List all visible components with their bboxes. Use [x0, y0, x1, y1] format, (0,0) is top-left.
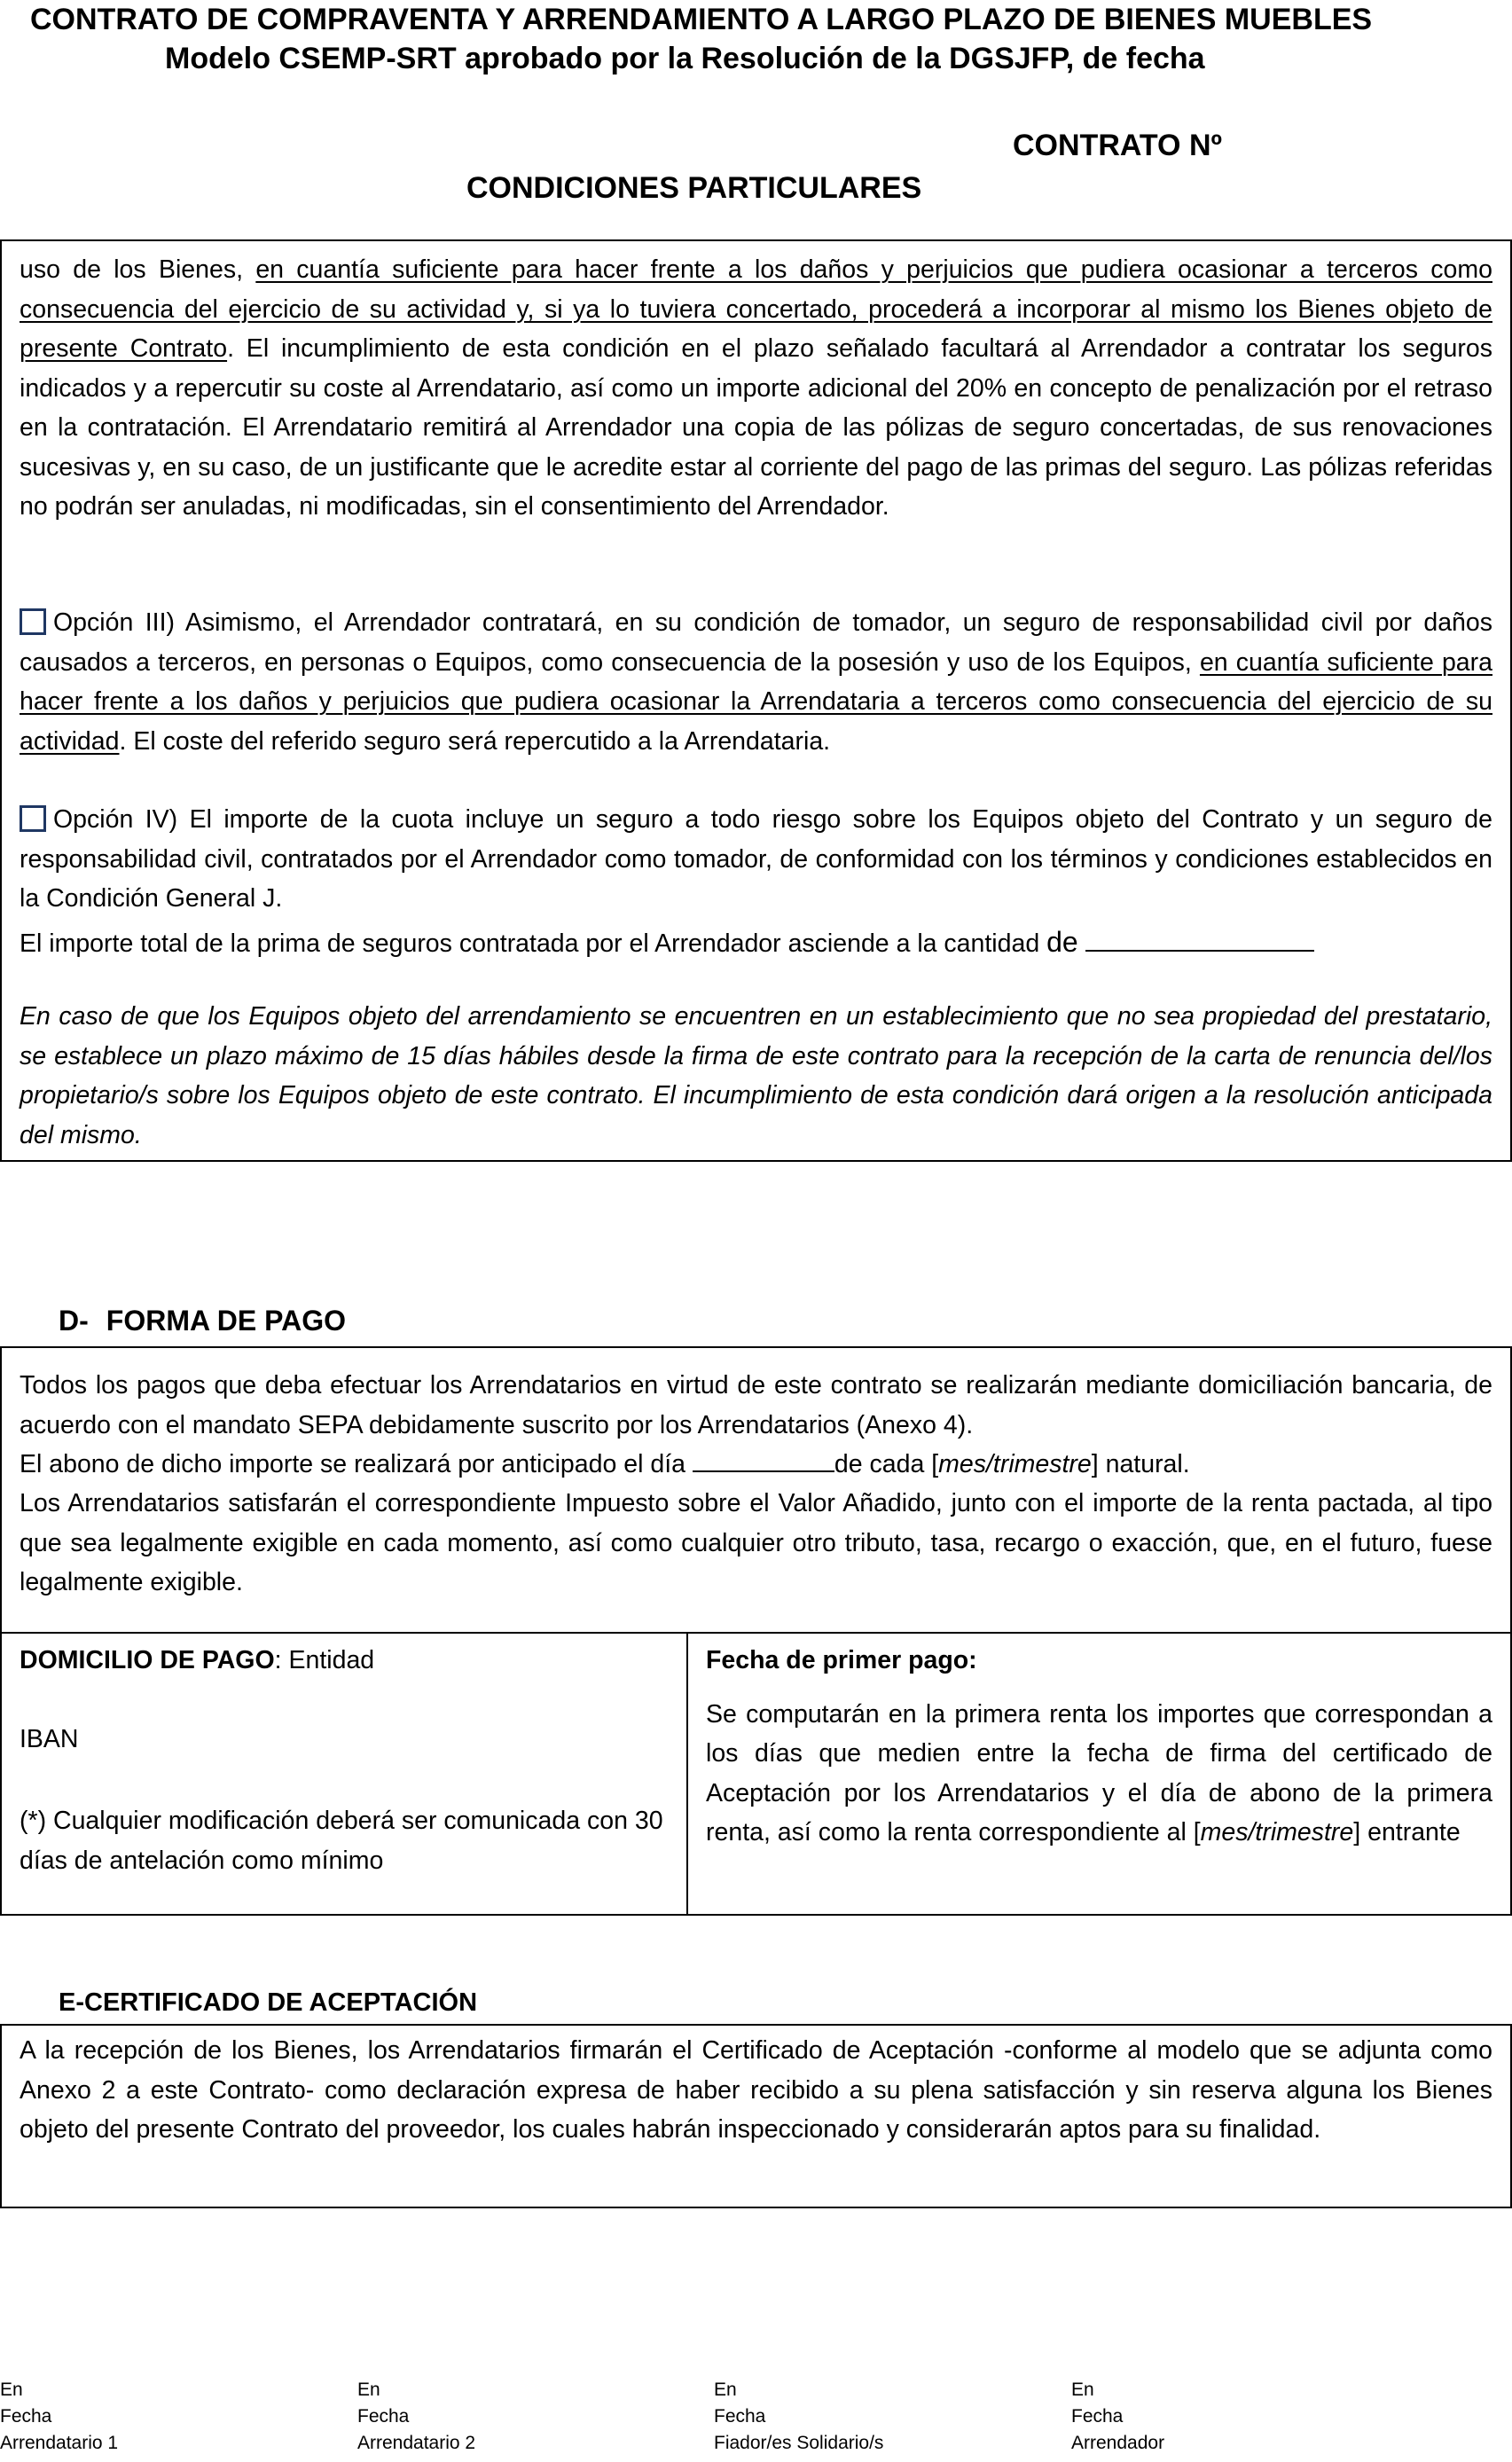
signature-party: Fiador/es Solidario/s [714, 2433, 884, 2453]
payment-heading-text: FORMA DE PAGO [106, 1305, 346, 1337]
payment-period-end: ] natural. [1091, 1450, 1190, 1478]
payment-paragraph-3: Los Arrendatarios satisfarán el correspondiente Impuesto sobre el Valor Añadido, junto con el importe de la renta pactada, al tipo que sea legalmente exigible en cada momento, así como cualquier otro tributo, tasa, recargo o exacción, que, en el futuro, fuese legalmente exigible. [20, 1489, 1492, 1596]
payment-domicile-label: DOMICILIO DE PAGO [20, 1646, 275, 1674]
insurance-total-text: El importe total de la prima de seguros contratada por el Arrendador asciende a la cantidad [20, 929, 1040, 958]
document-subtitle: Modelo CSEMP-SRT aprobado por la Resolución de la DGSJFP, de fecha [165, 42, 1205, 75]
modification-note: (*) Cualquier modificación deberá ser comunicada con 30 días de antelación como mínimo [20, 1807, 663, 1875]
insurance-text-underlined: en cuantía suficiente para hacer frente a los daños y perjuicios que pudiera ocasionar a terceros como consecuencia del ejercicio de su actividad y, si ya lo tuviera concertado, procederá a incorporar al mismo los Bienes objeto de presente Contrato [20, 255, 1492, 363]
signature-date: Fecha [1071, 2406, 1124, 2427]
payment-paragraph-1: Todos los pagos que deba efectuar los Arrendatarios en virtud de este contrato se realizarán mediante domiciliación bancaria, de acuerdo con el mandato SEPA debidamente suscrito por los Arrendatarios (Anexo 4). [20, 1371, 1492, 1439]
payment-heading-letter: D- [59, 1305, 89, 1337]
signature-block-tenant-1 [0, 2377, 118, 2457]
iban-label: IBAN [20, 1724, 79, 1753]
payment-period-placeholder: mes/trimestre [938, 1450, 1092, 1478]
certificate-text: A la recepción de los Bienes, los Arrendatarios firmarán el Certificado de Aceptación -conforme al modelo que se adjunta como Anexo 2 a este Contrato- como declaración expresa de haber recibido a su plena satisfacción y sin reserva alguna los Bienes objeto del presente Contrato del proveedor, los cuales habrán inspeccionado y considerarán aptos para su finalidad. [20, 2036, 1492, 2144]
option-iii-text-start: Opción III) Asimismo, el Arrendador contratará, en su condición de tomador, un seguro de responsabilidad civil por daños causados a terceros, en personas o Equipos, como consecuencia de la posesión y uso de los Equipos, [20, 608, 1492, 677]
insurance-text-end: . El incumplimiento de esta condición en el plazo señalado facultará al Arrendador a contratar los seguros indicados y a repercutir su coste al Arrendatario, así como un importe adicional del 20% en concepto de penalización por el retraso en la contratación. El Arrendatario remitirá al Arrendador una copia de las pólizas de seguro concertadas, de sus renovaciones sucesivas y, en su caso, de un justificante que le acredite estar al corriente del pago de las primas del seguro. Las pólizas referidas no podrán ser anuladas, ni modificadas, sin el consentimiento del Arrendador. [20, 334, 1492, 521]
signature-block-lessor [1071, 2377, 1164, 2457]
payment-details-table [0, 1632, 1512, 1916]
document-title: CONTRATO DE COMPRAVENTA Y ARRENDAMIENTO A LARGO PLAZO DE BIENES MUEBLES [30, 3, 1373, 36]
insurance-total-line [20, 922, 1492, 964]
first-payment-period: mes/trimestre [1200, 1818, 1354, 1846]
first-payment-cell [688, 1634, 1510, 1914]
payment-period-text: de cada [ [834, 1450, 939, 1478]
establishment-clause: En caso de que los Equipos objeto del arrendamiento se encuentren en un establecimiento que no sea propiedad del prestatario, se establece un plazo máximo de 15 días hábiles desde la firma de este contrato para la recepción de la carta de renuncia del/los propietario/s sobre los Equipos objeto de este contrato. El incumplimiento de esta condición dará origen a la resolución anticipada del mismo. [20, 1002, 1492, 1149]
signature-place: En [1071, 2380, 1094, 2400]
option-iii-text-underlined: en cuantía suficiente para hacer frente a los daños y perjuicios que pudiera ocasionar la Arrendataria a terceros como consecuencia del ejercicio de su actividad [20, 647, 1492, 756]
payment-day-blank[interactable] [693, 1449, 834, 1472]
particular-conditions-heading: CONDICIONES PARTICULARES [466, 171, 922, 205]
signature-date: Fecha [357, 2406, 410, 2427]
payment-domicile-value: : Entidad [274, 1646, 375, 1674]
certificate-section [0, 2024, 1512, 2208]
payment-domicile-cell [2, 1634, 688, 1914]
insurance-paragraph [20, 250, 1492, 527]
first-payment-label: Fecha de primer pago: [706, 1646, 977, 1674]
insurance-text-start: uso de los Bienes, [20, 255, 256, 284]
signature-party: Arrendatario 1 [0, 2433, 119, 2453]
insurance-total-blank[interactable] [1085, 929, 1314, 952]
payment-domicile-line [20, 1641, 669, 1681]
contract-number-label: CONTRATO Nº [1013, 129, 1222, 162]
signature-place: En [714, 2380, 737, 2400]
first-payment-text-end: ] entrante [1353, 1818, 1461, 1846]
signature-block-tenant-2 [357, 2377, 475, 2457]
signature-place: En [357, 2380, 380, 2400]
signature-place: En [0, 2380, 23, 2400]
signature-date: Fecha [0, 2406, 52, 2427]
payment-day-text: El abono de dicho importe se realizará por anticipado el día [20, 1450, 685, 1478]
payment-paragraph-2 [20, 1445, 1492, 1485]
payment-section [0, 1346, 1512, 1634]
insurance-section [0, 239, 1512, 1162]
first-payment-text [706, 1695, 1492, 1853]
option-iv-checkbox[interactable] [20, 805, 46, 832]
signature-date: Fecha [714, 2406, 766, 2427]
payment-heading [59, 1302, 346, 1339]
option-iii-text-end: . El coste del referido seguro será repercutido a la Arrendataria. [119, 726, 831, 756]
certificate-heading: E-CERTIFICADO DE ACEPTACIÓN [59, 1988, 478, 2017]
signature-party: Arrendatario 2 [357, 2433, 476, 2453]
signature-party: Arrendador [1071, 2433, 1165, 2453]
option-iv-paragraph [20, 800, 1492, 919]
signature-block-guarantor [714, 2377, 883, 2457]
option-iii-paragraph [20, 603, 1492, 761]
first-payment-text-start: Se computarán en la primera renta los importes que correspondan a los días que medien entre la fecha de firma del certificado de Aceptación por los Arrendatarios y el día de abono de la primera renta, así como la renta correspondiente al [ [706, 1699, 1492, 1846]
option-iii-checkbox[interactable] [20, 608, 46, 635]
insurance-total-de: de [1046, 926, 1078, 958]
option-iv-text: Opción IV) El importe de la cuota incluye un seguro a todo riesgo sobre los Equipos objeto del Contrato y un seguro de responsabilidad civil, contratados por el Arrendador como tomador, de conformidad con los términos y condiciones establecidos en la Condición General J. [20, 805, 1492, 913]
